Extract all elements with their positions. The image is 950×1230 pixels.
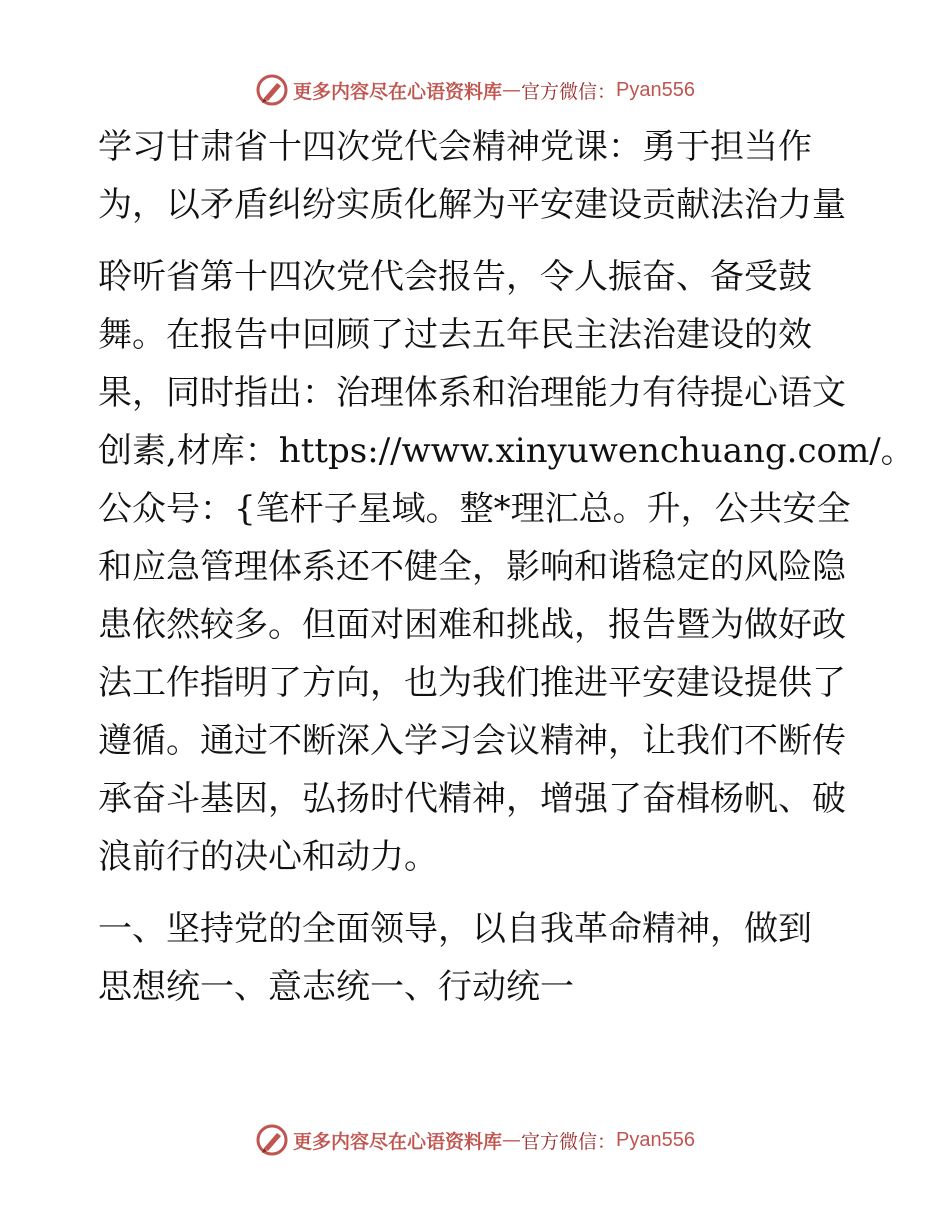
banner-wechat-id: Pyan556 xyxy=(616,78,695,101)
body-line: 遵循。通过不断深入学习会议精神，让我们不断传 xyxy=(98,721,846,761)
body-line: 舞。在报告中回顾了过去五年民主法治建设的效 xyxy=(98,315,812,355)
body-paragraph xyxy=(98,248,915,886)
banner-brand: 更多内容尽在心语资料库 xyxy=(293,1130,503,1153)
pen-logo-icon xyxy=(255,1123,289,1157)
banner-wechat-label: 官方微信： xyxy=(521,80,617,103)
body-line: 创素,材库：https://www.xinyuwenchuang.com/。 xyxy=(98,431,915,471)
body-line: 果，同时指出：治理体系和治理能力有待提心语文 xyxy=(98,373,846,413)
body-line: 法工作指明了方向，也为我们推进平安建设提供了 xyxy=(98,663,846,703)
section-line: 一、坚持党的全面领导，以自我革命精神，做到 xyxy=(98,909,812,949)
section-line: 思想统一、意志统一、行动统一 xyxy=(98,967,574,1007)
document-title xyxy=(98,118,850,234)
title-line: 学习甘肃省十四次党代会精神党课：勇于担当作 xyxy=(98,127,812,167)
body-line: 和应急管理体系还不健全，影响和谐稳定的风险隐 xyxy=(98,547,846,587)
banner-separator: — xyxy=(502,1129,522,1151)
body-line: 患依然较多。但面对困难和挑战，报告暨为做好政 xyxy=(98,605,846,645)
header-banner xyxy=(0,70,950,110)
banner-wechat-label: 官方微信： xyxy=(521,1130,617,1153)
body-line: 公众号：{笔杆子星域。整*理汇总。升，公共安全 xyxy=(98,489,851,529)
document-body xyxy=(98,118,915,1016)
banner-separator: — xyxy=(502,79,522,101)
banner-brand: 更多内容尽在心语资料库 xyxy=(293,80,503,103)
banner-wechat-id: Pyan556 xyxy=(616,1128,695,1151)
pen-logo-icon xyxy=(255,73,289,107)
body-line: 浪前行的决心和动力。 xyxy=(98,837,438,877)
title-line: 为，以矛盾纠纷实质化解为平安建设贡献法治力量 xyxy=(98,185,846,225)
body-line: 承奋斗基因，弘扬时代精神，增强了奋楫杨帆、破 xyxy=(98,779,846,819)
section-heading xyxy=(98,900,850,1016)
footer-banner xyxy=(0,1120,950,1160)
body-line: 聆听省第十四次党代会报告，令人振奋、备受鼓 xyxy=(98,257,812,297)
